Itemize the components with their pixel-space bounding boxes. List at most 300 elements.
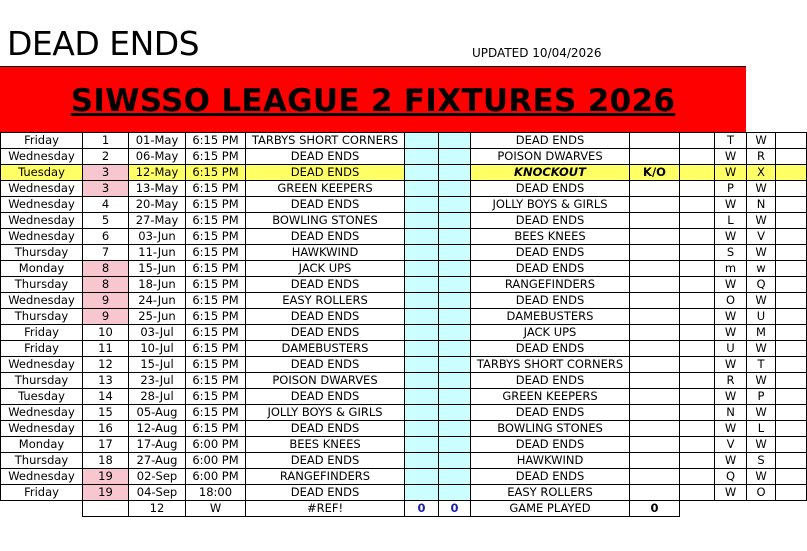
away-score xyxy=(439,389,471,405)
fixture-note xyxy=(630,181,680,197)
away-team: DEAD ENDS xyxy=(471,373,630,389)
fixture-date: 28-Jul xyxy=(129,389,186,405)
fixture-note: K/O xyxy=(630,165,680,181)
fixture-date: 13-May xyxy=(129,181,186,197)
empty-cell xyxy=(680,389,715,405)
fixture-note xyxy=(630,341,680,357)
fixture-note xyxy=(630,261,680,277)
totals-row xyxy=(1,501,807,517)
home-code: W xyxy=(715,389,747,405)
home-team: DEAD ENDS xyxy=(246,229,405,245)
fixture-day: Wednesday xyxy=(1,229,83,245)
fixture-note xyxy=(630,197,680,213)
empty-cell xyxy=(680,293,715,309)
away-code: L xyxy=(747,421,776,437)
home-score xyxy=(405,421,439,437)
away-score xyxy=(439,325,471,341)
empty-cell xyxy=(680,133,715,149)
away-score xyxy=(439,341,471,357)
away-code: W xyxy=(747,181,776,197)
fixture-date: 25-Jun xyxy=(129,309,186,325)
home-code: P xyxy=(715,181,747,197)
fixture-time: 6:15 PM xyxy=(186,277,246,293)
fixture-row xyxy=(1,133,807,149)
away-team: DEAD ENDS xyxy=(471,181,630,197)
home-score xyxy=(405,373,439,389)
fixture-time: 6:00 PM xyxy=(186,437,246,453)
empty-cell xyxy=(680,245,715,261)
away-code: T xyxy=(747,357,776,373)
fixture-day: Wednesday xyxy=(1,181,83,197)
home-code: W xyxy=(715,277,747,293)
home-score xyxy=(405,277,439,293)
fixture-row xyxy=(1,165,807,181)
home-score xyxy=(405,261,439,277)
empty-cell xyxy=(680,149,715,165)
home-team: DEAD ENDS xyxy=(246,277,405,293)
home-team: DEAD ENDS xyxy=(246,357,405,373)
week-number: 15 xyxy=(83,405,129,421)
home-code: N xyxy=(715,405,747,421)
fixture-time: 6:15 PM xyxy=(186,261,246,277)
away-code: W xyxy=(747,213,776,229)
empty-cell xyxy=(776,245,807,261)
away-code: V xyxy=(747,229,776,245)
fixture-row xyxy=(1,357,807,373)
empty-cell xyxy=(776,133,807,149)
away-team: DEAD ENDS xyxy=(471,293,630,309)
fixture-time: 6:00 PM xyxy=(186,453,246,469)
away-code: W xyxy=(747,469,776,485)
week-number: 9 xyxy=(83,309,129,325)
home-team: DEAD ENDS xyxy=(246,389,405,405)
week-number: 4 xyxy=(83,197,129,213)
home-team: DEAD ENDS xyxy=(246,165,405,181)
empty-cell xyxy=(776,309,807,325)
week-number: 2 xyxy=(83,149,129,165)
away-code: S xyxy=(747,453,776,469)
week-number: 7 xyxy=(83,245,129,261)
empty-cell xyxy=(680,469,715,485)
fixture-date: 12-May xyxy=(129,165,186,181)
fixture-row xyxy=(1,213,807,229)
empty-cell xyxy=(776,213,807,229)
fixture-note xyxy=(630,469,680,485)
footer-blank xyxy=(83,501,129,517)
updated-date: UPDATED 10/04/2026 xyxy=(472,46,602,60)
fixture-day: Wednesday xyxy=(1,469,83,485)
empty-cell xyxy=(776,373,807,389)
away-team: POISON DWARVES xyxy=(471,149,630,165)
empty-cell xyxy=(776,181,807,197)
week-number: 13 xyxy=(83,373,129,389)
fixture-note xyxy=(630,357,680,373)
home-score xyxy=(405,293,439,309)
games-played-count: 0 xyxy=(630,501,680,517)
fixture-day: Wednesday xyxy=(1,149,83,165)
home-code: T xyxy=(715,133,747,149)
fixture-note xyxy=(630,389,680,405)
fixture-day: Wednesday xyxy=(1,405,83,421)
empty-cell xyxy=(776,389,807,405)
home-team: DEAD ENDS xyxy=(246,197,405,213)
week-number: 6 xyxy=(83,229,129,245)
fixture-day: Friday xyxy=(1,325,83,341)
fixture-date: 01-May xyxy=(129,133,186,149)
away-team: KNOCKOUT xyxy=(471,165,630,181)
week-number: 14 xyxy=(83,389,129,405)
empty-cell xyxy=(680,373,715,389)
fixture-note xyxy=(630,229,680,245)
away-code: w xyxy=(747,261,776,277)
games-played-label: GAME PLAYED xyxy=(471,501,630,517)
empty-cell xyxy=(776,229,807,245)
fixture-note xyxy=(630,325,680,341)
fixture-day: Tuesday xyxy=(1,165,83,181)
fixture-time: 6:15 PM xyxy=(186,213,246,229)
home-code: W xyxy=(715,165,747,181)
home-code: R xyxy=(715,373,747,389)
empty-cell xyxy=(776,485,807,501)
fixture-day: Wednesday xyxy=(1,213,83,229)
fixture-row xyxy=(1,373,807,389)
home-code: O xyxy=(715,293,747,309)
fixture-row xyxy=(1,229,807,245)
empty-cell xyxy=(776,165,807,181)
fixture-time: 6:15 PM xyxy=(186,325,246,341)
fixture-time: 6:15 PM xyxy=(186,341,246,357)
score-total-1: 0 xyxy=(405,501,439,517)
home-score xyxy=(405,309,439,325)
home-code: S xyxy=(715,245,747,261)
away-code: U xyxy=(747,309,776,325)
fixture-note xyxy=(630,453,680,469)
fixture-date: 02-Sep xyxy=(129,469,186,485)
empty-cell xyxy=(776,341,807,357)
banner-title: SIWSSO LEAGUE 2 FIXTURES 2026 xyxy=(70,83,676,119)
away-team: DEAD ENDS xyxy=(471,469,630,485)
fixture-row xyxy=(1,437,807,453)
week-number: 19 xyxy=(83,469,129,485)
home-team: JOLLY BOYS & GIRLS xyxy=(246,405,405,421)
fixture-note xyxy=(630,245,680,261)
fixture-note xyxy=(630,485,680,501)
home-code: W xyxy=(715,453,747,469)
fixture-day: Thursday xyxy=(1,373,83,389)
fixture-time: 6:15 PM xyxy=(186,293,246,309)
fixture-date: 06-May xyxy=(129,149,186,165)
away-score xyxy=(439,405,471,421)
fixture-row xyxy=(1,181,807,197)
week-number: 19 xyxy=(83,485,129,501)
fixture-row xyxy=(1,341,807,357)
score-total-2: 0 xyxy=(439,501,471,517)
fixture-note xyxy=(630,437,680,453)
fixture-date: 27-May xyxy=(129,213,186,229)
away-code: N xyxy=(747,197,776,213)
empty-cell xyxy=(776,197,807,213)
fixture-date: 27-Aug xyxy=(129,453,186,469)
fixture-day: Tuesday xyxy=(1,389,83,405)
footer-blank xyxy=(776,501,807,517)
week-number: 8 xyxy=(83,261,129,277)
fixture-date: 12-Aug xyxy=(129,421,186,437)
away-code: W xyxy=(747,437,776,453)
week-number: 3 xyxy=(83,181,129,197)
home-code: W xyxy=(715,229,747,245)
week-number: 11 xyxy=(83,341,129,357)
away-team: RANGEFINDERS xyxy=(471,277,630,293)
away-team: TARBYS SHORT CORNERS xyxy=(471,357,630,373)
footer-blank xyxy=(747,501,776,517)
empty-cell xyxy=(680,453,715,469)
home-team: JACK UPS xyxy=(246,261,405,277)
home-score xyxy=(405,213,439,229)
fixture-time: 6:15 PM xyxy=(186,149,246,165)
empty-cell xyxy=(680,261,715,277)
fixture-note xyxy=(630,309,680,325)
away-team: DEAD ENDS xyxy=(471,133,630,149)
fixture-day: Friday xyxy=(1,485,83,501)
footer-blank xyxy=(680,501,715,517)
fixture-time: 6:15 PM xyxy=(186,245,246,261)
fixture-time: 6:15 PM xyxy=(186,165,246,181)
fixture-time: 6:15 PM xyxy=(186,181,246,197)
empty-cell xyxy=(680,309,715,325)
footer-blank xyxy=(1,501,83,517)
empty-cell xyxy=(776,149,807,165)
home-team: DEAD ENDS xyxy=(246,453,405,469)
fixture-time: 6:15 PM xyxy=(186,357,246,373)
away-team: HAWKWIND xyxy=(471,453,630,469)
empty-cell xyxy=(680,485,715,501)
fixture-day: Thursday xyxy=(1,453,83,469)
week-number: 10 xyxy=(83,325,129,341)
fixture-note xyxy=(630,373,680,389)
away-code: W xyxy=(747,293,776,309)
ref-error: #REF! xyxy=(246,501,405,517)
away-team: GREEN KEEPERS xyxy=(471,389,630,405)
empty-cell xyxy=(776,357,807,373)
empty-cell xyxy=(776,325,807,341)
fixture-row xyxy=(1,197,807,213)
home-code: W xyxy=(715,149,747,165)
away-score xyxy=(439,165,471,181)
fixture-day: Wednesday xyxy=(1,197,83,213)
week-number: 3 xyxy=(83,165,129,181)
away-score xyxy=(439,229,471,245)
home-team: DEAD ENDS xyxy=(246,325,405,341)
empty-cell xyxy=(680,197,715,213)
home-team: EASY ROLLERS xyxy=(246,293,405,309)
fixture-time: 6:15 PM xyxy=(186,405,246,421)
fixture-day: Monday xyxy=(1,261,83,277)
fixture-date: 11-Jun xyxy=(129,245,186,261)
away-code: R xyxy=(747,149,776,165)
fixture-row xyxy=(1,469,807,485)
fixture-day: Thursday xyxy=(1,245,83,261)
fixture-row xyxy=(1,389,807,405)
fixture-time: 6:15 PM xyxy=(186,229,246,245)
away-code: W xyxy=(747,373,776,389)
away-code: W xyxy=(747,405,776,421)
week-number: 9 xyxy=(83,293,129,309)
empty-cell xyxy=(680,181,715,197)
away-team: DEAD ENDS xyxy=(471,245,630,261)
home-score xyxy=(405,469,439,485)
fixture-date: 17-Aug xyxy=(129,437,186,453)
away-score xyxy=(439,373,471,389)
away-score xyxy=(439,197,471,213)
fixture-day: Wednesday xyxy=(1,357,83,373)
away-team: JOLLY BOYS & GIRLS xyxy=(471,197,630,213)
away-score xyxy=(439,309,471,325)
home-team: TARBYS SHORT CORNERS xyxy=(246,133,405,149)
home-team: DEAD ENDS xyxy=(246,149,405,165)
week-number: 17 xyxy=(83,437,129,453)
away-score xyxy=(439,421,471,437)
away-team: JACK UPS xyxy=(471,325,630,341)
week-number: 12 xyxy=(83,357,129,373)
fixture-day: Friday xyxy=(1,133,83,149)
empty-cell xyxy=(776,453,807,469)
empty-cell xyxy=(680,437,715,453)
home-score xyxy=(405,197,439,213)
fixture-row xyxy=(1,245,807,261)
fixture-row xyxy=(1,293,807,309)
home-code: m xyxy=(715,261,747,277)
away-score xyxy=(439,261,471,277)
fixture-day: Friday xyxy=(1,341,83,357)
home-team: DEAD ENDS xyxy=(246,485,405,501)
fixture-time: 6:15 PM xyxy=(186,309,246,325)
away-score xyxy=(439,485,471,501)
fixture-note xyxy=(630,293,680,309)
home-code: W xyxy=(715,197,747,213)
fixture-date: 23-Jul xyxy=(129,373,186,389)
home-score xyxy=(405,181,439,197)
away-team: DEAD ENDS xyxy=(471,341,630,357)
empty-cell xyxy=(776,405,807,421)
empty-cell xyxy=(680,421,715,437)
fixtures-table xyxy=(0,132,807,517)
away-code: W xyxy=(747,133,776,149)
home-code: U xyxy=(715,341,747,357)
fixture-row xyxy=(1,453,807,469)
away-code: X xyxy=(747,165,776,181)
home-team: POISON DWARVES xyxy=(246,373,405,389)
footer-blank xyxy=(715,501,747,517)
home-team: BOWLING STONES xyxy=(246,213,405,229)
fixture-time: 6:15 PM xyxy=(186,133,246,149)
home-score xyxy=(405,245,439,261)
fixture-date: 04-Sep xyxy=(129,485,186,501)
fixture-time: 6:15 PM xyxy=(186,373,246,389)
away-team: DAMEBUSTERS xyxy=(471,309,630,325)
away-score xyxy=(439,133,471,149)
away-code: W xyxy=(747,245,776,261)
home-score xyxy=(405,357,439,373)
fixture-day: Monday xyxy=(1,437,83,453)
away-score xyxy=(439,213,471,229)
fixture-row xyxy=(1,325,807,341)
fixture-day: Thursday xyxy=(1,277,83,293)
home-score xyxy=(405,437,439,453)
away-team: DEAD ENDS xyxy=(471,213,630,229)
fixture-date: 15-Jun xyxy=(129,261,186,277)
fixture-date: 18-Jun xyxy=(129,277,186,293)
fixture-day: Thursday xyxy=(1,309,83,325)
empty-cell xyxy=(680,341,715,357)
empty-cell xyxy=(680,405,715,421)
home-score xyxy=(405,453,439,469)
away-code: W xyxy=(747,341,776,357)
empty-cell xyxy=(680,277,715,293)
away-team: BEES KNEES xyxy=(471,229,630,245)
empty-cell xyxy=(776,293,807,309)
sheet-title: DEAD ENDS xyxy=(7,24,200,63)
empty-cell xyxy=(680,229,715,245)
home-score xyxy=(405,341,439,357)
home-team: DEAD ENDS xyxy=(246,421,405,437)
home-score xyxy=(405,325,439,341)
fixture-note xyxy=(630,405,680,421)
away-code: M xyxy=(747,325,776,341)
fixture-row xyxy=(1,405,807,421)
away-score xyxy=(439,181,471,197)
away-team: DEAD ENDS xyxy=(471,261,630,277)
fixture-row xyxy=(1,277,807,293)
empty-cell xyxy=(680,213,715,229)
empty-cell xyxy=(680,325,715,341)
fixture-day: Wednesday xyxy=(1,421,83,437)
fixture-count: 12 xyxy=(129,501,186,517)
away-code: P xyxy=(747,389,776,405)
away-code: Q xyxy=(747,277,776,293)
home-score xyxy=(405,405,439,421)
title-banner xyxy=(0,66,746,132)
empty-cell xyxy=(776,469,807,485)
fixture-row xyxy=(1,485,807,501)
fixture-row xyxy=(1,421,807,437)
empty-cell xyxy=(776,277,807,293)
fixture-note xyxy=(630,277,680,293)
fixture-day: Wednesday xyxy=(1,293,83,309)
home-team: HAWKWIND xyxy=(246,245,405,261)
week-number: 1 xyxy=(83,133,129,149)
empty-cell xyxy=(776,421,807,437)
home-team: GREEN KEEPERS xyxy=(246,181,405,197)
away-code: O xyxy=(747,485,776,501)
away-score xyxy=(439,277,471,293)
empty-cell xyxy=(680,165,715,181)
home-code: W xyxy=(715,357,747,373)
home-code: Q xyxy=(715,469,747,485)
home-code: W xyxy=(715,309,747,325)
fixture-row xyxy=(1,149,807,165)
home-code: L xyxy=(715,213,747,229)
fixture-time: 6:15 PM xyxy=(186,197,246,213)
away-team: EASY ROLLERS xyxy=(471,485,630,501)
home-score xyxy=(405,165,439,181)
away-team: BOWLING STONES xyxy=(471,421,630,437)
away-score xyxy=(439,469,471,485)
away-score xyxy=(439,293,471,309)
away-team: DEAD ENDS xyxy=(471,437,630,453)
fixture-note xyxy=(630,133,680,149)
footer-w: W xyxy=(186,501,246,517)
fixture-note xyxy=(630,149,680,165)
